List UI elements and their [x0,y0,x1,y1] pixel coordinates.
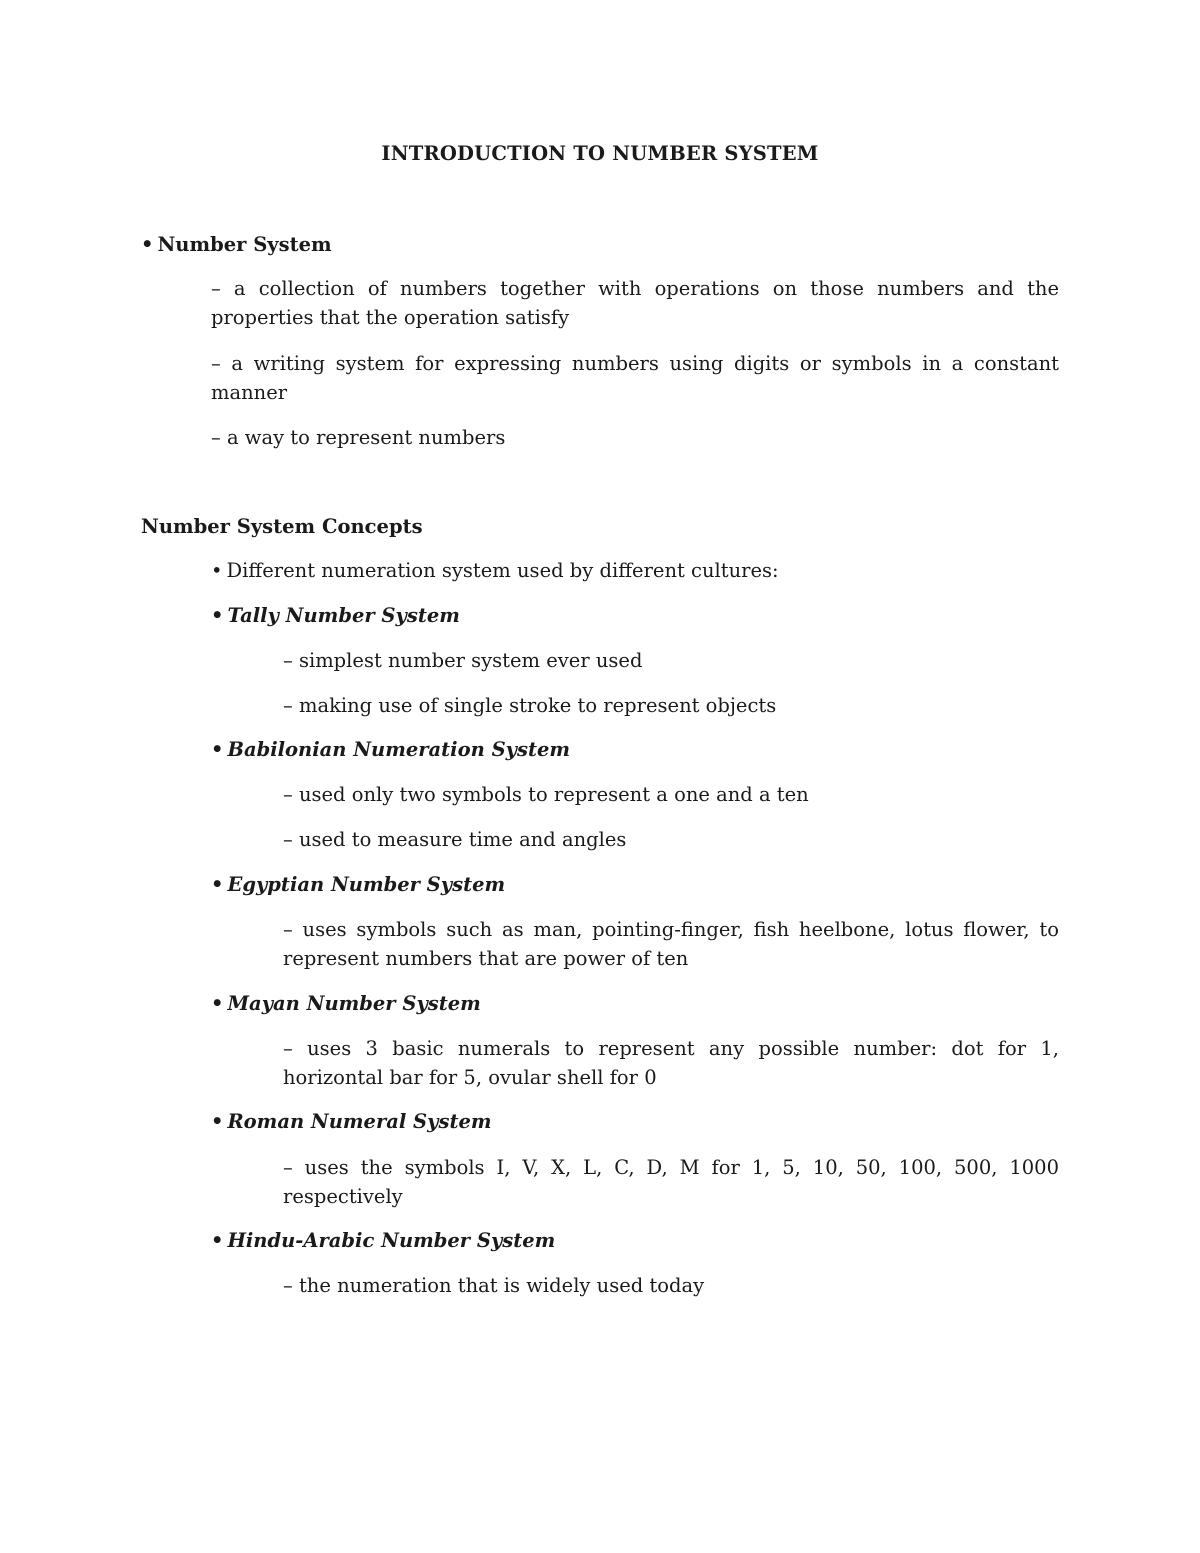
definition-3: – a way to represent numbers [211,426,506,449]
section-heading-concepts: Number System Concepts [141,515,423,538]
bullet: • [141,233,154,256]
system-point: – uses the symbols I, V, X, L, C, D, M for 1, 5, 10, 50, 100, 500, 1000 respectively [283,1156,1059,1208]
system-point: – uses symbols such as man, pointing-finger, fish heelbone, lotus flower, to represent numbers that are power of ten [283,918,1059,970]
system-heading-babilonian [211,738,570,761]
system-point: – used only two symbols to represent a one and a ten [283,783,809,806]
definition-1: – a collection of numbers together with operations on those numbers and the properties that the operation satisfy [211,277,1059,329]
bullet: • [211,992,224,1015]
system-name: Mayan Number System [227,992,481,1015]
system-point: – used to measure time and angles [283,828,627,851]
bullet: • [211,1229,224,1252]
system-point: – simplest number system ever used [283,649,643,672]
bullet: • [211,604,224,627]
system-heading-hindu-arabic [211,1229,555,1252]
definition-2: – a writing system for expressing numbers using digits or symbols in a constant manner [211,352,1059,404]
system-name: Tally Number System [227,604,460,627]
system-point: – uses 3 basic numerals to represent any possible number: dot for 1, horizontal bar for 5, ovular shell for 0 [283,1037,1059,1089]
system-name: Hindu-Arabic Number System [227,1229,556,1252]
system-heading-mayan [211,992,481,1015]
system-name: Babilonian Numeration System [227,738,571,761]
bullet: • [211,873,224,896]
bullet: • [211,559,223,582]
system-heading-roman [211,1110,492,1133]
bullet: • [211,738,224,761]
system-name: Egyptian Number System [227,873,506,896]
system-name: Roman Numeral System [227,1110,492,1133]
section-heading-label: Number System [157,233,332,256]
system-heading-tally [211,604,460,627]
system-point: – the numeration that is widely used today [283,1274,705,1297]
system-heading-egyptian [211,873,505,896]
concepts-intro-text: Different numeration system used by different cultures: [226,559,779,582]
system-point: – making use of single stroke to represent objects [283,694,777,717]
concepts-intro [211,559,779,582]
section-heading-number-system [141,233,332,256]
page-title: INTRODUCTION TO NUMBER SYSTEM [381,142,819,165]
bullet: • [211,1110,224,1133]
